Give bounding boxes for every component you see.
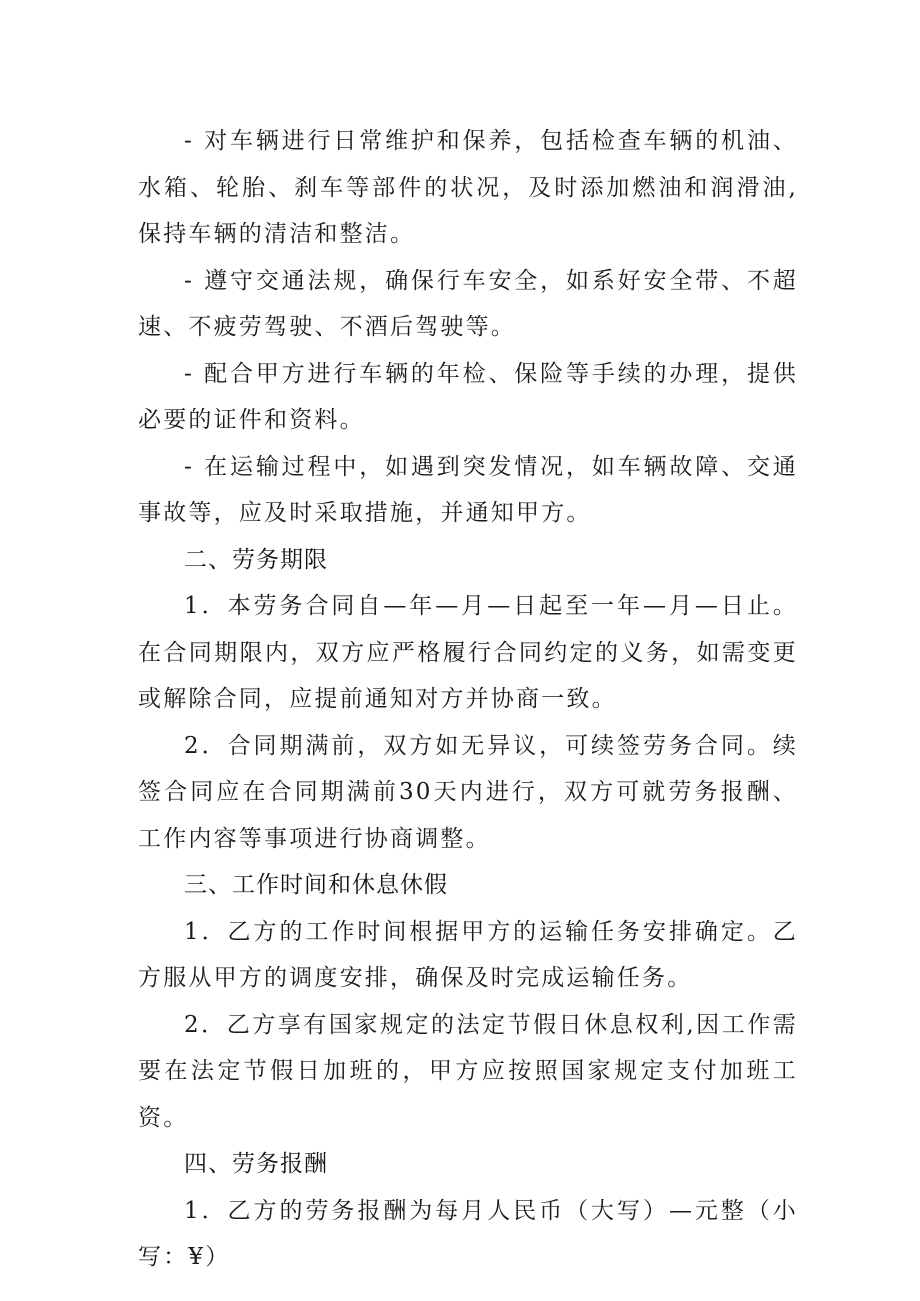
document-body [138,118,798,1281]
hours-clause-2: 2．乙方享有国家规定的法定节假日休息权利,因工作需要在法定节假日加班的，甲方应按照国家规定支付加班工资。 [138,1011,798,1131]
remuneration-clause-1: 1．乙方的劳务报酬为每月人民币（大写）—元整（小写：¥） [138,1197,798,1270]
term-clause-1: 1．本劳务合同自—年—月—日起至一年—月—日止。在合同期限内，双方应严格履行合同约定的义务，如需变更或解除合同，应提前通知对方并协商一致。 [138,593,798,712]
duty-emergency-paragraph: - 在运输过程中，如遇到突发情况，如车辆故障、交通事故等，应及时采取措施，并通知甲方。 [138,453,798,526]
duty-inspection-paragraph: - 配合甲方进行车辆的年检、保险等手续的办理，提供必要的证件和资料。 [138,360,798,433]
duty-maintenance-paragraph: - 对车辆进行日常维护和保养，包括检查车辆的机油、水箱、轮胎、刹车等部件的状况，及时添加燃油和润滑油,保持车辆的清洁和整洁。 [138,128,798,247]
duty-traffic-paragraph: - 遵守交通法规，确保行车安全，如系好安全带、不超速、不疲劳驾驶、不酒后驾驶等。 [138,267,798,340]
section-heading-working-hours: 三、工作时间和休息休假 [184,872,448,898]
term-clause-2: 2．合同期满前，双方如无异议，可续签劳务合同。续签合同应在合同期满前30天内进行，双方可就劳务报酬、工作内容等事项进行协商调整。 [138,732,798,852]
section-heading-remuneration: 四、劳务报酬 [184,1151,328,1177]
hours-clause-1: 1．乙方的工作时间根据甲方的运输任务安排确定。乙方服从甲方的调度安排，确保及时完成运输任务。 [138,918,798,991]
section-heading-term: 二、劳务期限 [184,546,328,573]
